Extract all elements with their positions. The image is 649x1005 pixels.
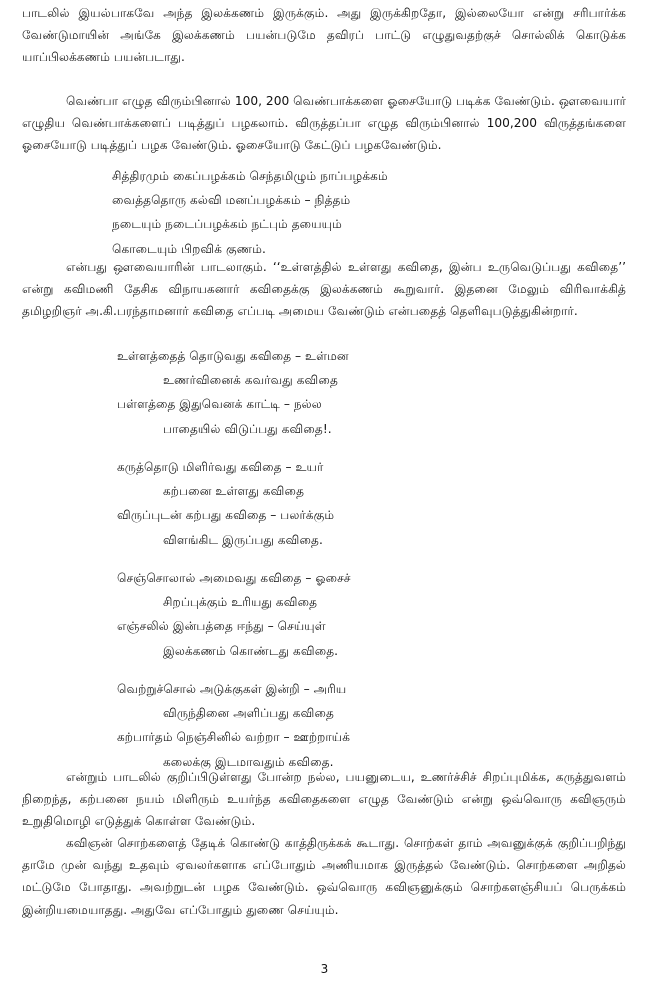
stanza-line: செஞ்சொலால் அமைவது கவிதை – ஓசைச் — [117, 571, 351, 585]
stanza-line: வெற்றுச்சொல் அடுக்குகள் இன்றி – அரிய — [117, 682, 347, 696]
stanza-line: சிறப்புக்கும் உரியது கவிதை — [163, 595, 318, 610]
verse-line: நடையும் நடைப்பழக்கம் நட்பும் தயையும் — [112, 217, 342, 232]
stanza-line: பாதையில் விடுப்பது கவிதை!. — [163, 421, 332, 436]
stanza-line: விளங்கிட இருப்பது கவிதை. — [163, 532, 323, 547]
paragraph-5: கவிஞன் சொற்களைத் தேடிக் கொண்டு காத்திருக்கக் கூடாது. சொற்கள் தாம் அவனுக்குக் குறிப்பறிந்து தாமே முன் வந்து உதவும் ஏவலர்களாக எப்போதும் அணியமாக இருத்தல் வேண்டும். சொற்களை அறிதல் மட்டுமே போதாது. அவற்றுடன் பழக வேண்டும். ஒவ்வொரு கவிஞனுக்கும் சொற்களஞ்சியப் பெருக்கம் இன்றியமையாதது. அதுவே எப்போதும் துணை செய்யும். — [22, 836, 626, 917]
stanza-line: கற்பார்தம் நெஞ்சினில் வற்றா – ஊற்றாய்க் — [117, 730, 351, 745]
stanza-line: கலைக்கு இடமாவதும் கவிதை. — [163, 754, 334, 769]
poem-stanza-4 — [117, 677, 350, 774]
poem-stanza-3 — [117, 566, 351, 663]
avvaiyar-verse — [112, 164, 388, 261]
stanza-line: கற்பனை உள்ளது கவிதை — [163, 484, 305, 499]
page-number: 3 — [320, 962, 329, 976]
stanza-line: இலக்கணம் கொண்டது கவிதை. — [163, 643, 339, 658]
verse-line: சித்திரமும் கைப்பழக்கம் செந்தமிழும் நாப்பழக்கம் — [112, 169, 388, 183]
stanza-line: விருந்தினை அளிப்பது கவிதை — [163, 706, 334, 721]
stanza-line: பள்ளத்தை இதுவெனக் காட்டி – நல்ல — [117, 397, 322, 412]
paragraph-2: வெண்பா எழுத விரும்பினால் 100, 200 வெண்பாக்களை ஓசையோடு படிக்க வேண்டும். ஔவையார் எழுதிய வெண்பாக்களைப் படித்துப் பழகலாம். விருத்தப்பா எழுத விரும்பினால் 100,200 விருத்தங்களை ஓசையோடு படித்துப் பழக வேண்டும். ஓசையோடு கேட்டுப் பழகவேண்டும். — [22, 94, 626, 153]
stanza-line: விருப்புடன் கற்பது கவிதை – பலர்க்கும் — [117, 508, 335, 523]
paragraph-1: பாடலில் இயல்பாகவே அந்த இலக்கணம் இருக்கும். அது இருக்கிறதோ, இல்லையோ என்று சரிபார்க்க வேண்டுமாயின் அங்கே இலக்கணம் பயன்படுமே தவிரப் பாட்டு எழுதுவதற்குச் சொல்லிக் கொடுக்க யாப்பிலக்கணம் பயன்படாது. — [22, 6, 626, 65]
verse-line: கொடையும் பிறவிக் குணம். — [112, 241, 266, 256]
verse-line: வைத்ததொரு கல்வி மனப்பழக்கம் – நித்தம் — [112, 193, 351, 208]
poem-stanza-2 — [117, 455, 334, 552]
paragraph-3: என்பது ஔவையாரின் பாடலாகும். ‘‘உள்ளத்தில் உள்ளது கவிதை, இன்ப உருவெடுப்பது கவிதை’’ என்று கவிமணி தேசிக விநாயகனார் கவிதைக்கு இலக்கணம் கூறுவார். இதனை மேலும் விரிவாக்கித் தமிழறிஞர் அ.கி.பரந்தாமனார் கவிதை எப்படி அமைய வேண்டும் என்பதைத் தெளிவுபடுத்துகின்றார். — [22, 260, 626, 319]
stanza-line: உணர்வினைக் கவர்வது கவிதை — [163, 373, 338, 388]
paragraph-4: என்றும் பாடலில் குறிப்பிடுள்ளது போன்ற நல்ல, பயனுடைய, உணர்ச்சிச் சிறப்புமிக்க, கருத்துவளம் நிறைந்த, கற்பனை நயம் மிளிரும் உயர்ந்த கவிதைகளை எழுத வேண்டும் என்று ஒவ்வொரு கவிஞரும் உறுதிமொழி எடுத்துக் கொள்ள வேண்டும். — [22, 770, 626, 829]
stanza-line: உள்ளத்தைத் தொடுவது கவிதை – உள்மன — [117, 349, 349, 363]
stanza-line: கருத்தொடு மிளிர்வது கவிதை – உயர் — [117, 460, 324, 474]
poem-stanza-1 — [117, 344, 349, 441]
stanza-line: எஞ்சலில் இன்பத்தை ஈந்து – செய்யுள் — [117, 619, 326, 634]
